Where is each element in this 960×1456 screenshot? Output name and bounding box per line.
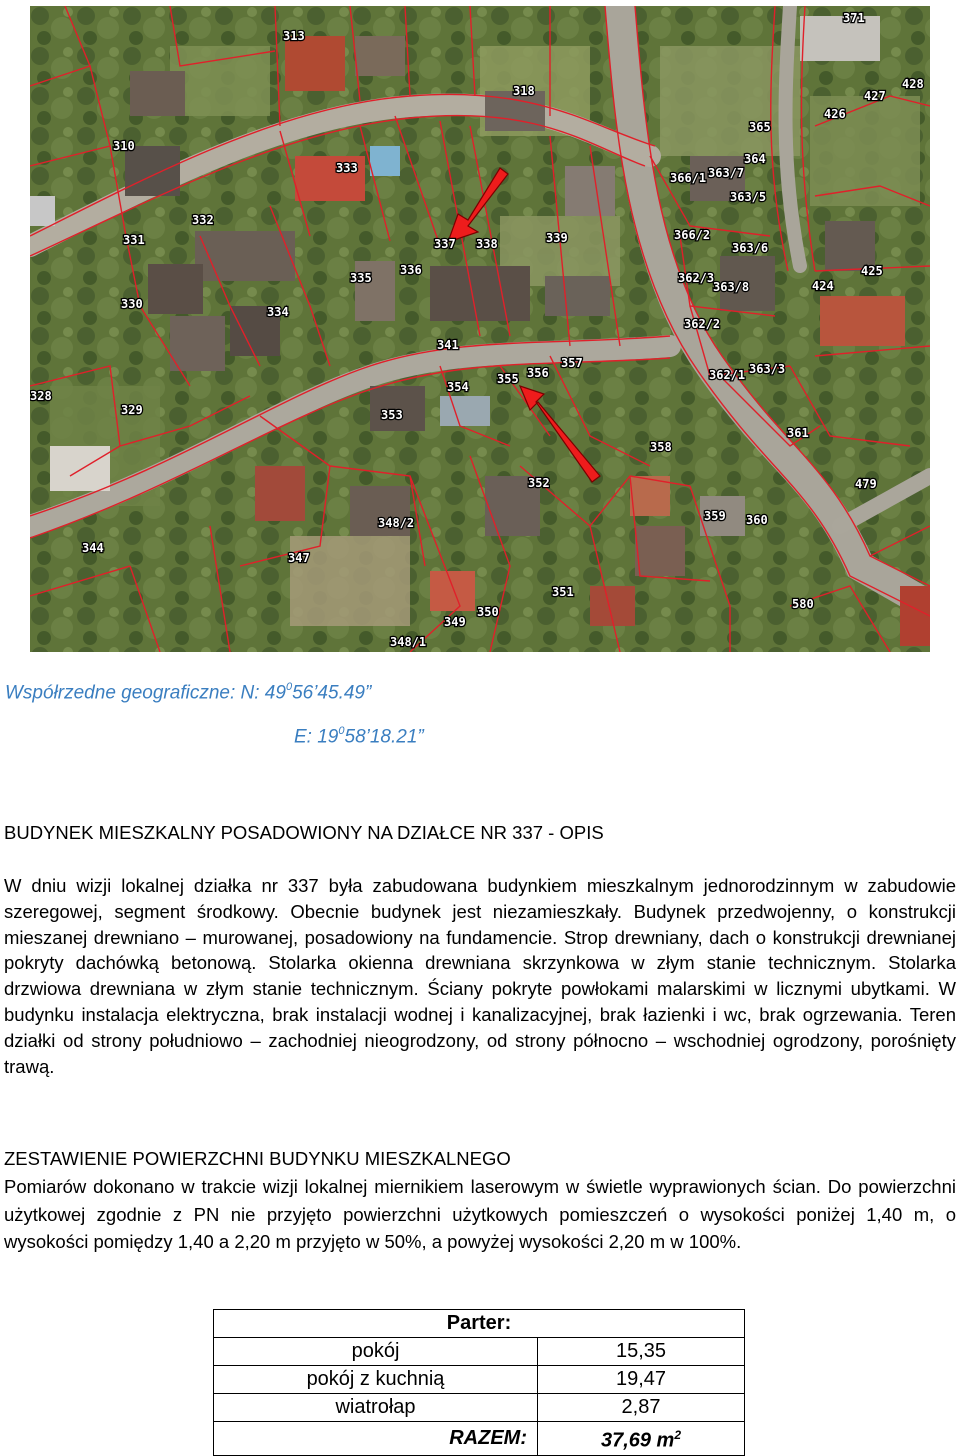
plot-label: 356 <box>527 366 549 380</box>
total-cell <box>538 1422 745 1456</box>
table-total-row <box>214 1422 745 1456</box>
plot-label: 331 <box>123 233 145 247</box>
plot-label: 332 <box>192 213 214 227</box>
plot-label: 329 <box>121 403 143 417</box>
plot-label-337: 337 <box>434 237 456 251</box>
plot-label: 424 <box>812 279 834 293</box>
plot-label: 310 <box>113 139 135 153</box>
description-title: BUDYNEK MIESZKALNY POSADOWIONY NA DZIAŁCE NR 337 - OPIS <box>4 822 604 843</box>
plot-label: 363/6 <box>732 241 769 255</box>
room-area: 19,47 <box>538 1366 745 1394</box>
plot-label: 426 <box>824 107 846 121</box>
plot-label: 348/2 <box>378 516 415 530</box>
plot-label: 348/1 <box>390 635 427 649</box>
plot-label: 362/3 <box>678 271 715 285</box>
room-area: 2,87 <box>538 1394 745 1422</box>
table-row <box>214 1366 745 1394</box>
plot-label: 318 <box>513 84 535 98</box>
plot-label: 344 <box>82 541 104 555</box>
plot-label: 354 <box>447 380 469 394</box>
plot-label: 363/3 <box>749 362 786 376</box>
plot-label: 350 <box>477 605 499 619</box>
plot-label: 352 <box>528 476 550 490</box>
plot-label: 362/2 <box>684 317 721 331</box>
east-degree: 0 <box>338 725 345 737</box>
plot-label: 363/8 <box>713 280 750 294</box>
plot-label-355: 355 <box>497 372 519 386</box>
plot-label: 335 <box>350 271 372 285</box>
total-unit-exponent: 2 <box>674 1428 682 1442</box>
plot-label: 580 <box>792 597 814 611</box>
plot-label: 333 <box>336 161 358 175</box>
plot-label: 334 <box>267 305 289 319</box>
coordinates-label: Współrzedne geograficzne: <box>5 682 236 704</box>
total-value: 37,69 m <box>600 1429 675 1452</box>
plot-label: 328 <box>30 389 52 403</box>
plot-label: 425 <box>861 264 883 278</box>
north-value: 56’45.49” <box>292 682 372 704</box>
plot-label: 349 <box>444 615 466 629</box>
table-row <box>214 1394 745 1422</box>
room-name: pokój <box>214 1338 538 1366</box>
plot-label: 358 <box>650 440 672 454</box>
plot-label: 362/1 <box>709 368 746 382</box>
plot-label: 371 <box>843 11 865 25</box>
cadastral-map <box>30 6 930 652</box>
plot-label: 341 <box>437 338 459 352</box>
plot-label: 427 <box>864 89 886 103</box>
plot-label: 365 <box>749 120 771 134</box>
plot-label: 330 <box>121 297 143 311</box>
plot-label: 363/7 <box>708 166 745 180</box>
plot-label: 347 <box>288 551 310 565</box>
table-header-row <box>214 1310 745 1338</box>
coordinates-east <box>294 726 424 748</box>
summary-body: Pomiarów dokonano w trakcie wizji lokalnej miernikiem laserowym w świetle wyprawionych ścian. Do powierzchni użytkowej zgodnie z PN nie przyjęto powierzchni użytkowych pomieszczeń o wysokości poniżej 1,40 m, o wysokości pomiędzy 1,40 a 2,20 m przyjęto w 50%, a powyżej wysokości 2,20 m w 100%. <box>4 1176 956 1252</box>
table-header: Parter: <box>214 1310 745 1338</box>
east-value: 58’18.21” <box>344 726 424 748</box>
coordinates-north <box>5 682 371 704</box>
plot-label: 366/2 <box>674 228 711 242</box>
summary-title: ZESTAWIENIE POWIERZCHNI BUDYNKU MIESZKALNEGO <box>4 1148 511 1169</box>
north-degree: 0 <box>285 681 293 693</box>
room-area: 15,35 <box>538 1338 745 1366</box>
room-name: pokój z kuchnią <box>214 1366 538 1394</box>
plot-label: 336 <box>400 263 422 277</box>
plot-label: 339 <box>546 231 568 245</box>
north-prefix: N: 49 <box>240 682 286 704</box>
table-row <box>214 1338 745 1366</box>
east-prefix: E: 19 <box>294 726 339 748</box>
plot-label: 428 <box>902 77 924 91</box>
plot-label: 338 <box>476 237 498 251</box>
plot-label: 361 <box>787 426 809 440</box>
plot-label: 353 <box>381 408 403 422</box>
description-body: W dniu wizji lokalnej działka nr 337 była zabudowana budynkiem mieszkalnym jednorodzinnym w zabudowie szeregowej, segment środkowy. Obecnie budynek jest niezamieszkały. Budynek przedwojenny, o konstrukcji mieszanej drewniano – murowanej, posadowiony na fundamencie. Strop drewniany, dach o konstrukcji drewnianej pokryty dachówką betonową. Stolarka okienna drewniana skrzynkowa w złym stanie technicznym. Stolarka drzwiowa drewniana w złym stanie technicznym. Ściany pokryte powłokami malarskimi w licznymi ubytkami. W budynku instalacja elektryczna, brak instalacji wodnej i kanalizacyjnej, brak łazienki i wc, brak ogrzewania. Teren działki od strony południowo – zachodniej nieogrodzony, od strony północno – wschodniej ogrodzony, porośnięty trawą. <box>4 875 956 1077</box>
plot-label: 357 <box>561 356 583 370</box>
plot-label: 359 <box>704 509 726 523</box>
plot-label: 479 <box>855 477 877 491</box>
room-name: wiatrołap <box>214 1394 538 1422</box>
plot-label: 360 <box>746 513 768 527</box>
area-table <box>213 1309 745 1456</box>
plot-label: 363/5 <box>730 190 767 204</box>
plot-label: 366/1 <box>670 171 707 185</box>
plot-label: 351 <box>552 585 574 599</box>
plot-label: 313 <box>283 29 305 43</box>
plot-label: 364 <box>744 152 766 166</box>
total-label: RAZEM: <box>214 1422 538 1456</box>
